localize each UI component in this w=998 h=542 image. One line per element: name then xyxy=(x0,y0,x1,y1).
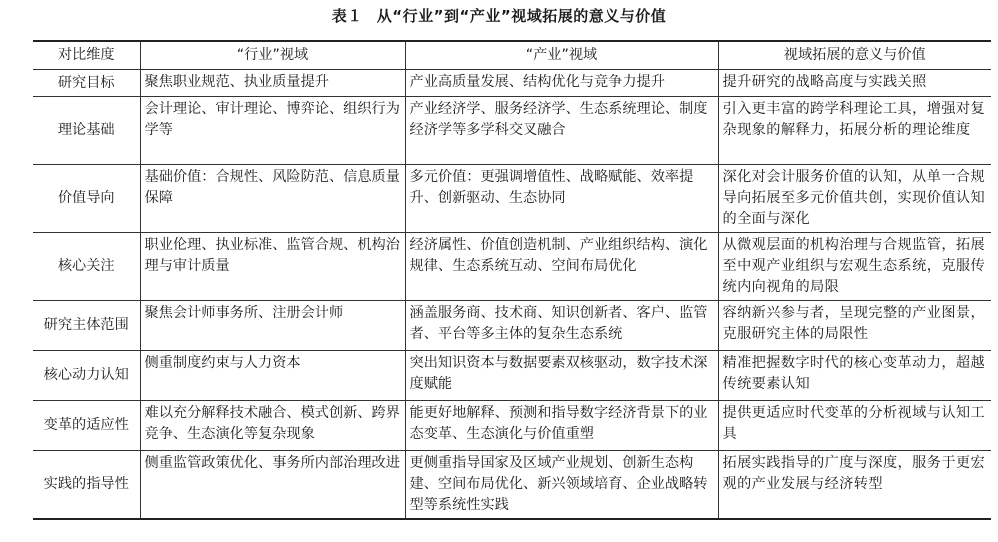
row-industry-view: 难以充分解释技术融合、模式创新、跨界竞争、生态演化等复杂现象 xyxy=(140,401,405,451)
row-sector-view: 突出知识资本与数据要素双核驱动，数字技术深度赋能 xyxy=(405,351,718,401)
header-industry-view: “行业”视域 xyxy=(140,41,405,70)
row-industry-view: 聚焦会计师事务所、注册会计师 xyxy=(140,301,405,351)
row-significance: 提升研究的战略高度与实践关照 xyxy=(718,70,991,97)
table-row xyxy=(33,401,991,451)
row-significance: 引入更丰富的跨学科理论工具，增强对复杂现象的解释力，拓展分析的理论维度 xyxy=(718,97,991,165)
table-row xyxy=(33,301,991,351)
row-industry-view: 会计理论、审计理论、博弈论、组织行为学等 xyxy=(140,97,405,165)
comparison-table xyxy=(33,40,991,520)
row-dimension: 实践的指导性 xyxy=(33,451,140,520)
row-dimension: 研究目标 xyxy=(33,70,140,97)
table-row xyxy=(33,97,991,165)
row-sector-view: 经济属性、价值创造机制、产业组织结构、演化规律、生态系统互动、空间布局优化 xyxy=(405,233,718,301)
table-row xyxy=(33,70,991,97)
table-row xyxy=(33,351,991,401)
header-sector-view: “产业”视域 xyxy=(405,41,718,70)
row-dimension: 研究主体范围 xyxy=(33,301,140,351)
table-header-row xyxy=(33,41,991,70)
row-dimension: 核心关注 xyxy=(33,233,140,301)
table-row xyxy=(33,165,991,233)
row-significance: 精准把握数字时代的核心变革动力，超越传统要素认知 xyxy=(718,351,991,401)
header-significance: 视域拓展的意义与价值 xyxy=(718,41,991,70)
row-significance: 拓展实践指导的广度与深度，服务于更宏观的产业发展与经济转型 xyxy=(718,451,991,520)
row-dimension: 核心动力认知 xyxy=(33,351,140,401)
table-row xyxy=(33,233,991,301)
table-title: 从“行业”到“产业”视域拓展的意义与价值 xyxy=(376,7,667,25)
row-sector-view: 能更好地解释、预测和指导数字经济背景下的业态变革、生态演化与价值重塑 xyxy=(405,401,718,451)
row-sector-view: 产业经济学、服务经济学、生态系统理论、制度经济学等多学科交叉融合 xyxy=(405,97,718,165)
row-sector-view: 多元价值：更强调增值性、战略赋能、效率提升、创新驱动、生态协同 xyxy=(405,165,718,233)
row-significance: 提供更适应时代变革的分析视域与认知工具 xyxy=(718,401,991,451)
table-number: 表１ xyxy=(331,7,363,25)
row-significance: 从微观层面的机构治理与合规监管，拓展至中观产业组织与宏观生态系统，克服传统内向视角的局限 xyxy=(718,233,991,301)
row-industry-view: 聚焦职业规范、执业质量提升 xyxy=(140,70,405,97)
row-sector-view: 更侧重指导国家及区域产业规划、创新生态构建、空间布局优化、新兴领域培育、企业战略转型等系统性实践 xyxy=(405,451,718,520)
row-significance: 容纳新兴参与者，呈现完整的产业图景，克服研究主体的局限性 xyxy=(718,301,991,351)
row-industry-view: 侧重制度约束与人力资本 xyxy=(140,351,405,401)
row-dimension: 价值导向 xyxy=(33,165,140,233)
row-significance: 深化对会计服务价值的认知，从单一合规导向拓展至多元价值共创，实现价值认知的全面与深化 xyxy=(718,165,991,233)
row-dimension: 理论基础 xyxy=(33,97,140,165)
row-industry-view: 侧重监管政策优化、事务所内部治理改进 xyxy=(140,451,405,520)
row-industry-view: 职业伦理、执业标准、监管合规、机构治理与审计质量 xyxy=(140,233,405,301)
table-caption xyxy=(0,6,998,26)
row-industry-view: 基础价值：合规性、风险防范、信息质量保障 xyxy=(140,165,405,233)
row-sector-view: 涵盖服务商、技术商、知识创新者、客户、监管者、平台等多主体的复杂生态系统 xyxy=(405,301,718,351)
table-row xyxy=(33,451,991,520)
row-dimension: 变革的适应性 xyxy=(33,401,140,451)
header-dimension: 对比维度 xyxy=(33,41,140,70)
row-sector-view: 产业高质量发展、结构优化与竞争力提升 xyxy=(405,70,718,97)
